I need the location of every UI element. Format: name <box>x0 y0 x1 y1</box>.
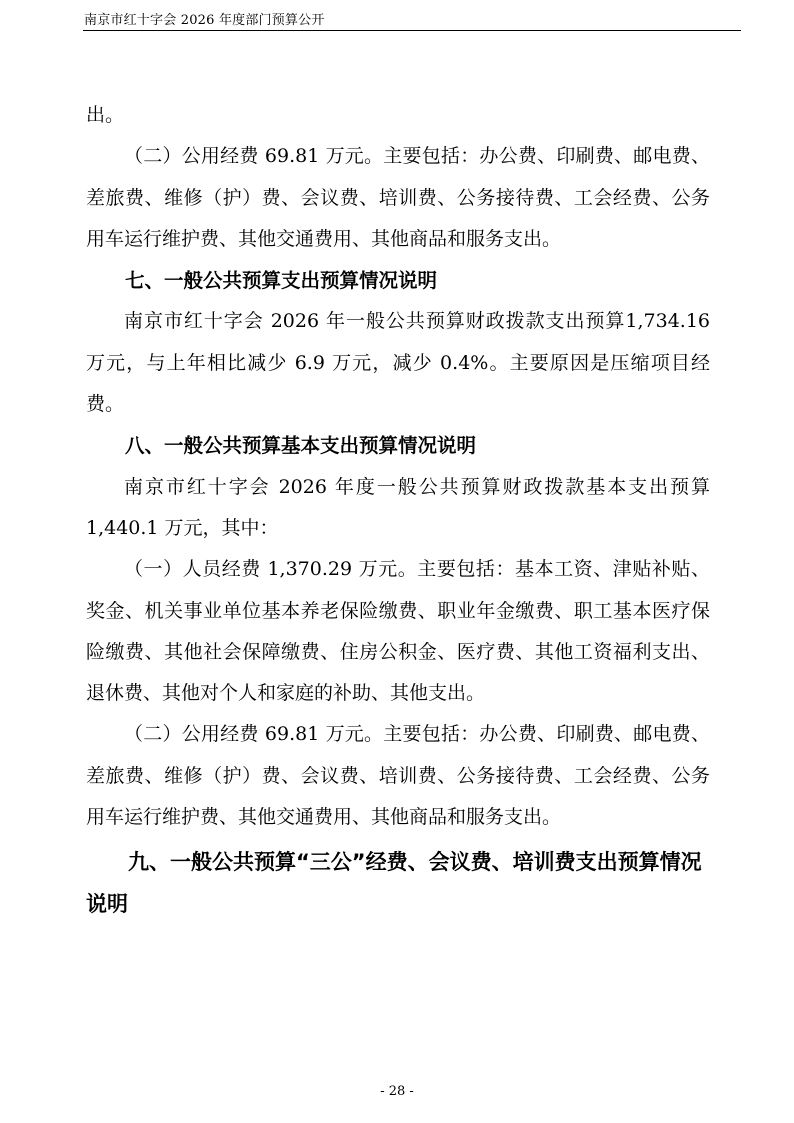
section-heading-8: 八、一般公共预算基本支出预算情况说明 <box>125 434 477 458</box>
page-number: - 28 - <box>380 1084 414 1099</box>
section-heading-7: 七、一般公共预算支出预算情况说明 <box>125 269 438 293</box>
public-funds-paragraph-1: （二）公用经费 69.81 万元。主要包括：办公费、印刷费、邮电费、差旅费、维修（护）费、会议费、培训费、公务接待费、工会经费、公务用车运行维护费、其他交通费用、其他商品和服务支出。 <box>86 145 710 250</box>
section-8-paragraph: 南京市红十字会 2026 年度一般公共预算财政拨款基本支出预算 1,440.1 万元，其中： <box>86 475 717 539</box>
personnel-funds-paragraph: （一）人员经费 1,370.29 万元。主要包括：基本工资、津贴补贴、奖金、机关事业单位基本养老保险缴费、职业年金缴费、职工基本医疗保险缴费、其他社会保障缴费、住房公积金、医疗费、其他工资福利支出、退休费、其他对个人和家庭的补助、其他支出。 <box>86 558 710 705</box>
header-divider <box>83 30 741 31</box>
section-7-paragraph: 南京市红十字会 2026 年一般公共预算财政拨款支出预算1,734.16 万元，与上年相比减少 6.9 万元，减少 0.4%。主要原因是压缩项目经费。 <box>86 310 717 416</box>
section-heading-9: 九、一般公共预算“三公”经费、会议费、培训费支出预算情况说明 <box>86 850 702 916</box>
running-header-title: 南京市红十字会 2026 年度部门预算公开 <box>84 13 325 28</box>
public-funds-paragraph-2: （二）公用经费 69.81 万元。主要包括：办公费、印刷费、邮电费、差旅费、维修（护）费、会议费、培训费、公务接待费、工会经费、公务用车运行维护费、其他交通费用、其他商品和服务支出。 <box>86 723 710 829</box>
document-body <box>86 95 717 925</box>
carry-over-paragraph: 出。 <box>86 104 125 126</box>
